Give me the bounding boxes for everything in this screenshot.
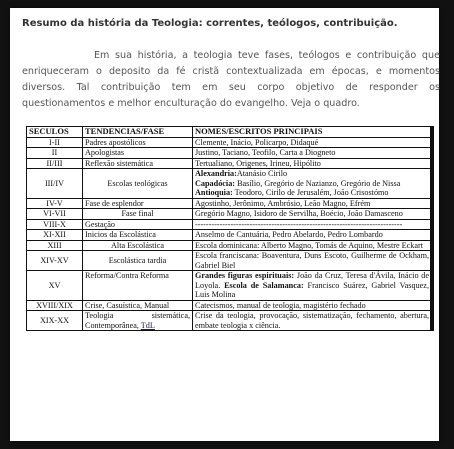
school-names: Teodoro, Cirilo de Jerusalém, João Crisostómo bbox=[232, 188, 389, 197]
table-row bbox=[27, 311, 432, 331]
cell-tendencia: Crise, Casuística, Manual bbox=[83, 300, 193, 311]
nomes-line bbox=[195, 169, 429, 179]
cell-nomes bbox=[193, 271, 432, 301]
history-table bbox=[26, 126, 432, 331]
cell-tendencia: Fase de esplendor bbox=[83, 198, 193, 209]
table-row bbox=[27, 169, 432, 199]
header-tendencias: TENDENCIAS/FASE bbox=[83, 127, 193, 138]
cell-seculo: II bbox=[27, 148, 83, 159]
table-row bbox=[27, 300, 432, 311]
cell-tendencia: Reforma/Contra Reforma bbox=[83, 271, 193, 301]
header-seculos: SECULOS bbox=[27, 127, 83, 138]
document-page bbox=[10, 8, 439, 441]
cell-nomes: Tertualiano, Origenes, Irineu, Hipólito bbox=[193, 158, 432, 169]
cell-tendencia: Apologistas bbox=[83, 148, 193, 159]
nomes-text: João da Cruz, Teresa d'Ávila, Inácio de Loyola. bbox=[195, 271, 429, 290]
tendencia-text: Teologia sistemática, Contemporânea, bbox=[85, 311, 190, 330]
table-header-row bbox=[27, 127, 432, 138]
cell-nomes: Gregório Magno, Isidoro de Servilha, Boécio, João Damasceno bbox=[193, 209, 432, 220]
table-row bbox=[27, 198, 432, 209]
cell-tendencia: Padres apostólicos bbox=[83, 137, 193, 148]
cell-tendencia: Reflexão sistemática bbox=[83, 158, 193, 169]
nomes-label: Escola de Salamanca: bbox=[224, 280, 304, 290]
cell-seculo: IV-V bbox=[27, 198, 83, 209]
cell-tendencia: Fase final bbox=[83, 209, 193, 220]
cell-seculo: XVIII/XIX bbox=[27, 300, 83, 311]
table-row bbox=[27, 219, 432, 230]
cell-tendencia: Inicios da Escolástica bbox=[83, 230, 193, 241]
table-row bbox=[27, 137, 432, 148]
image-edge bbox=[430, 126, 434, 331]
cell-nomes: Anselmo de Cantuária, Pedro Abelardo, Pedro Lombardo bbox=[193, 230, 432, 241]
cell-tendencia: Escolástica tardia bbox=[83, 251, 193, 271]
cell-nomes: Escola dominicana: Alberto Magno, Tomás de Aquino, Mestre Eckart bbox=[193, 240, 432, 251]
cell-nomes bbox=[193, 169, 432, 199]
nomes-text: Francisco Suárez, Gabriel Vasquez, Luis Molina bbox=[195, 280, 429, 299]
school-label: Alexandria: bbox=[195, 169, 237, 178]
cell-tendencia: Gestação bbox=[83, 219, 193, 230]
cell-seculo: XI-XII bbox=[27, 230, 83, 241]
cell-seculo: II/III bbox=[27, 158, 83, 169]
cell-seculo: XIII bbox=[27, 240, 83, 251]
header-nomes: NOMES/ESCRITOS PRINCIPAIS bbox=[193, 127, 432, 138]
table-row bbox=[27, 230, 432, 241]
nomes-line bbox=[195, 179, 429, 189]
cell-seculo: XV bbox=[27, 271, 83, 301]
cell-nomes: ---------------------------------------------------------------------------- bbox=[193, 219, 432, 230]
cell-nomes: Justino, Taciano, Teofilo, Carta a Diogneto bbox=[193, 148, 432, 159]
page-title: Resumo da história da Teologia: correntes, teólogos, contribuição. bbox=[22, 18, 398, 29]
cell-seculo: VI-VII bbox=[27, 209, 83, 220]
table-row bbox=[27, 158, 432, 169]
cell-nomes: Crise da teologia, provocação, sistematização, fechamento, abertura, embate teologia x ciência. bbox=[193, 311, 432, 331]
table-row bbox=[27, 148, 432, 159]
intro-paragraph: Em sua história, a teologia teve fases, teólogos e contribuição que enriqueceram o deposito da fé cristã contextualizada em épocas, e momentos diversos. Tal contribuição tem em seu corpo objetivo de responder os questionamentos e melhor enculturação do evangelho. Veja o quadro. bbox=[22, 50, 440, 109]
nomes-label: Grandes figuras espirituais: bbox=[195, 271, 295, 280]
school-names: Basílio, Gregório de Nazianzo, Gregório de Nissa bbox=[235, 178, 401, 188]
cell-seculo: III/IV bbox=[27, 169, 83, 199]
cell-seculo: I-II bbox=[27, 137, 83, 148]
embedded-table-image bbox=[26, 126, 434, 331]
table-row bbox=[27, 209, 432, 220]
table-row bbox=[27, 271, 432, 301]
cell-seculo: VIII-X bbox=[27, 219, 83, 230]
cell-nomes: Clemente, Inácio, Policarpo, Didaqué bbox=[193, 137, 432, 148]
cell-seculo: XIX-XX bbox=[27, 311, 83, 331]
table-row bbox=[27, 240, 432, 251]
school-label: Antioquia: bbox=[195, 188, 233, 197]
cell-seculo: XIV-XV bbox=[27, 251, 83, 271]
nomes-line bbox=[195, 188, 429, 198]
cell-nomes: Escola franciscana: Boaventura, Duns Escoto, Guilherme de Ockham, Gabriel Biel bbox=[193, 251, 432, 271]
cell-tendencia: Alta Escolástica bbox=[83, 240, 193, 251]
cell-nomes: Agostinho, Jerônimo, Ambrósio, Leão Magno, Efrém bbox=[193, 198, 432, 209]
tdl-link[interactable]: TdL bbox=[140, 320, 155, 330]
cell-nomes: Catecismos, manual de teologia, magistério fechado bbox=[193, 300, 432, 311]
table-row bbox=[27, 251, 432, 271]
cell-tendencia: Escolas teológicas bbox=[83, 169, 193, 199]
school-label: Capadócia: bbox=[195, 178, 236, 188]
cell-tendencia bbox=[83, 311, 193, 331]
school-names: Atanásio Cirilo bbox=[236, 169, 288, 178]
